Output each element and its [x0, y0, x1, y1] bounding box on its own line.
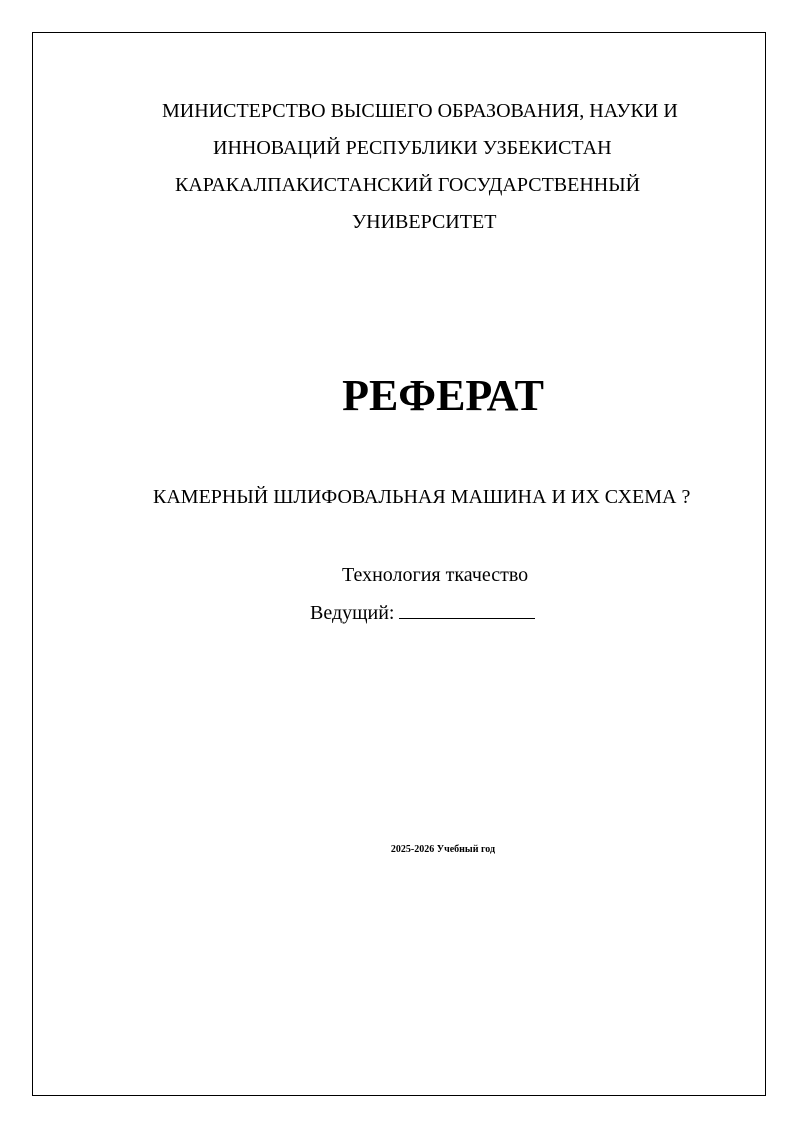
ministry-header-line-1: МИНИСТЕРСТВО ВЫСШЕГО ОБРАЗОВАНИЯ, НАУКИ И: [162, 100, 678, 122]
leader-signature-line: [399, 600, 535, 619]
academic-year: 2025-2026 Учебный год: [390, 844, 496, 855]
document-title: РЕФЕРАТ: [342, 371, 544, 420]
leader-label: Ведущий:: [310, 602, 395, 624]
leader-field: [310, 600, 535, 625]
report-topic: КАМЕРНЫЙ ШЛИФОВАЛЬНАЯ МАШИНА И ИХ СХЕМА ?: [153, 486, 691, 508]
subject-name: Технология ткачество: [342, 564, 529, 586]
university-name-line-1: КАРАКАЛПАКИСТАНСКИЙ ГОСУДАРСТВЕННЫЙ: [175, 174, 641, 196]
university-name-line-2: УНИВЕРСИТЕТ: [352, 211, 497, 233]
ministry-header-line-2: ИННОВАЦИЙ РЕСПУБЛИКИ УЗБЕКИСТАН: [213, 137, 612, 159]
